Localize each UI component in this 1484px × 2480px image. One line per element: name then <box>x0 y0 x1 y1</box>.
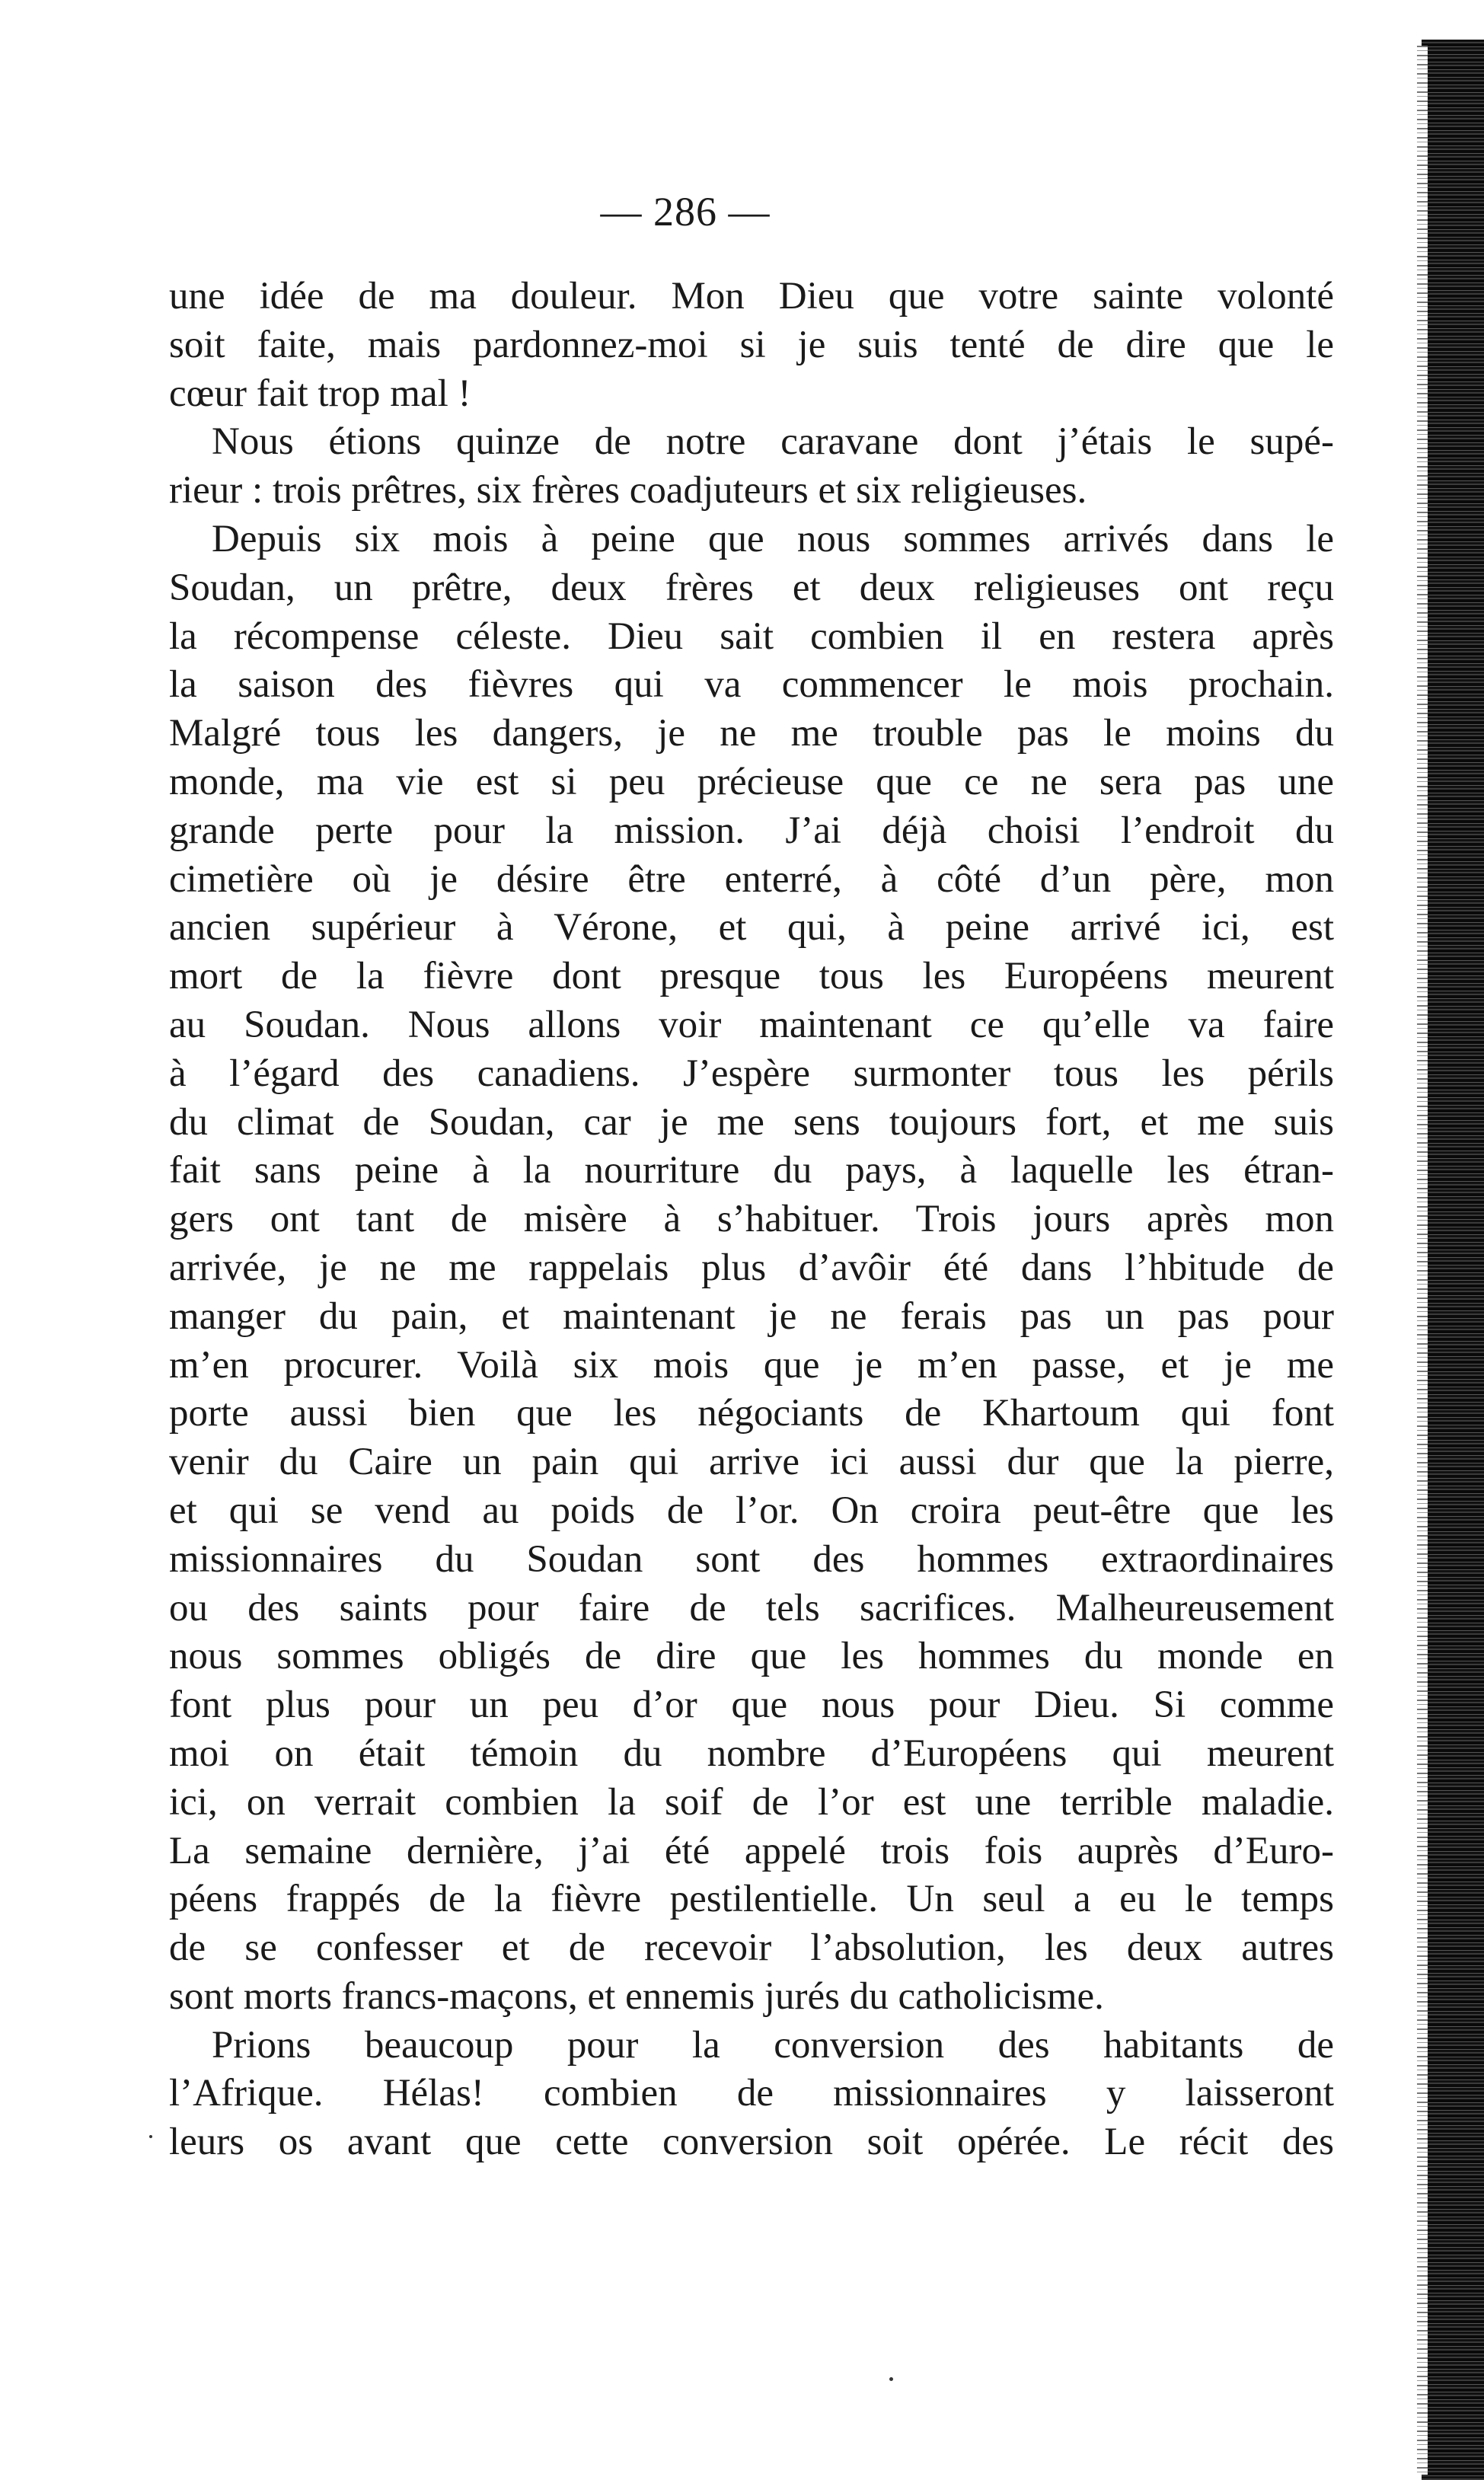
text-line: ou des saints pour faire de tels sacrifices. Malheureusement <box>169 1586 1334 1629</box>
text-line: Malgré tous les dangers, je ne me trouble pas le moins du <box>169 712 1334 755</box>
text-line: au Soudan. Nous allons voir maintenant ce qu’elle va faire <box>169 1003 1334 1046</box>
text-line: venir du Caire un pain qui arrive ici aussi dur que la pierre, <box>169 1441 1334 1484</box>
text-line: grande perte pour la mission. J’ai déjà choisi l’endroit du <box>169 809 1334 852</box>
text-line: l’Afrique. Hélas! combien de missionnaires y laisseront <box>169 2072 1334 2115</box>
text-line: rieur : trois prêtres, six frères coadjuteurs et six religieuses. <box>169 469 1087 512</box>
text-line: nous sommes obligés de dire que les hommes du monde en <box>169 1635 1334 1678</box>
text-line: la saison des fièvres qui va commencer le mois prochain. <box>169 663 1334 707</box>
text-line: ici, on verrait combien la soif de l’or est une terrible maladie. <box>169 1780 1334 1824</box>
text-line: fait sans peine à la nourriture du pays, à laquelle les étran- <box>169 1149 1334 1192</box>
scanned-book-edge <box>1422 40 1484 2480</box>
text-line: arrivée, je ne me rappelais plus d’avôir été dans l’hbitude de <box>169 1246 1334 1289</box>
text-line: Soudan, un prêtre, deux frères et deux religieuses ont reçu <box>169 566 1334 609</box>
text-line: mort de la fièvre dont presque tous les Européens meurent <box>169 955 1334 998</box>
text-line: porte aussi bien que les négociants de Khartoum qui font <box>169 1392 1334 1435</box>
text-line: du climat de Soudan, car je me sens toujours fort, et me suis <box>169 1100 1334 1144</box>
text-line: la récompense céleste. Dieu sait combien il en restera après <box>169 614 1334 658</box>
text-line: et qui se vend au poids de l’or. On croira peut-être que les <box>169 1489 1334 1532</box>
text-line: ancien supérieur à Vérone, et qui, à peine arrivé ici, est <box>169 906 1334 950</box>
text-line: sont morts francs-maçons, et ennemis jurés du catholicisme. <box>169 1974 1104 2018</box>
body-text <box>169 273 1334 2167</box>
text-line: cœur fait trop mal ! <box>169 372 471 415</box>
text-line: gers ont tant de misère à s’habituer. Trois jours après mon <box>169 1198 1334 1241</box>
page-number: — 286 — <box>600 189 771 235</box>
text-line: moi on était témoin du nombre d’Européens qui meurent <box>169 1732 1334 1775</box>
text-line: m’en procurer. Voilà six mois que je m’en passe, et je me <box>169 1343 1334 1387</box>
text-line: de se confesser et de recevoir l’absolution, les deux autres <box>169 1926 1334 1970</box>
text-line: à l’égard des canadiens. J’espère surmonter tous les périls <box>169 1052 1334 1095</box>
text-line: cimetière où je désire être enterré, à côté d’un père, mon <box>169 857 1334 901</box>
text-line: Prions beaucoup pour la conversion des habitants de <box>212 2023 1334 2067</box>
text-line: font plus pour un peu d’or que nous pour Dieu. Si comme <box>169 1684 1334 1727</box>
scanned-book-edge-shadow <box>1417 46 1428 2475</box>
text-line: missionnaires du Soudan sont des hommes extraordinaires <box>169 1537 1334 1581</box>
text-line: soit faite, mais pardonnez-moi si je suis tenté de dire que le <box>169 323 1334 366</box>
text-line: monde, ma vie est si peu précieuse que ce ne sera pas une <box>169 760 1334 803</box>
text-line: leurs os avant que cette conversion soit opérée. Le récit des <box>169 2121 1334 2164</box>
text-line: Nous étions quinze de notre caravane dont j’étais le supé- <box>212 420 1334 464</box>
text-line: une idée de ma douleur. Mon Dieu que votre sainte volonté <box>169 275 1334 318</box>
text-line: manger du pain, et maintenant je ne ferais pas un pas pour <box>169 1294 1334 1338</box>
text-line: Depuis six mois à peine que nous sommes arrivés dans le <box>212 517 1334 560</box>
text-line: péens frappés de la fièvre pestilentielle. Un seul a eu le temps <box>169 1878 1334 1921</box>
text-line: La semaine dernière, j’ai été appelé trois fois auprès d’Euro- <box>169 1829 1334 1872</box>
ink-speck <box>149 2135 152 2138</box>
ink-speck <box>889 2377 893 2381</box>
